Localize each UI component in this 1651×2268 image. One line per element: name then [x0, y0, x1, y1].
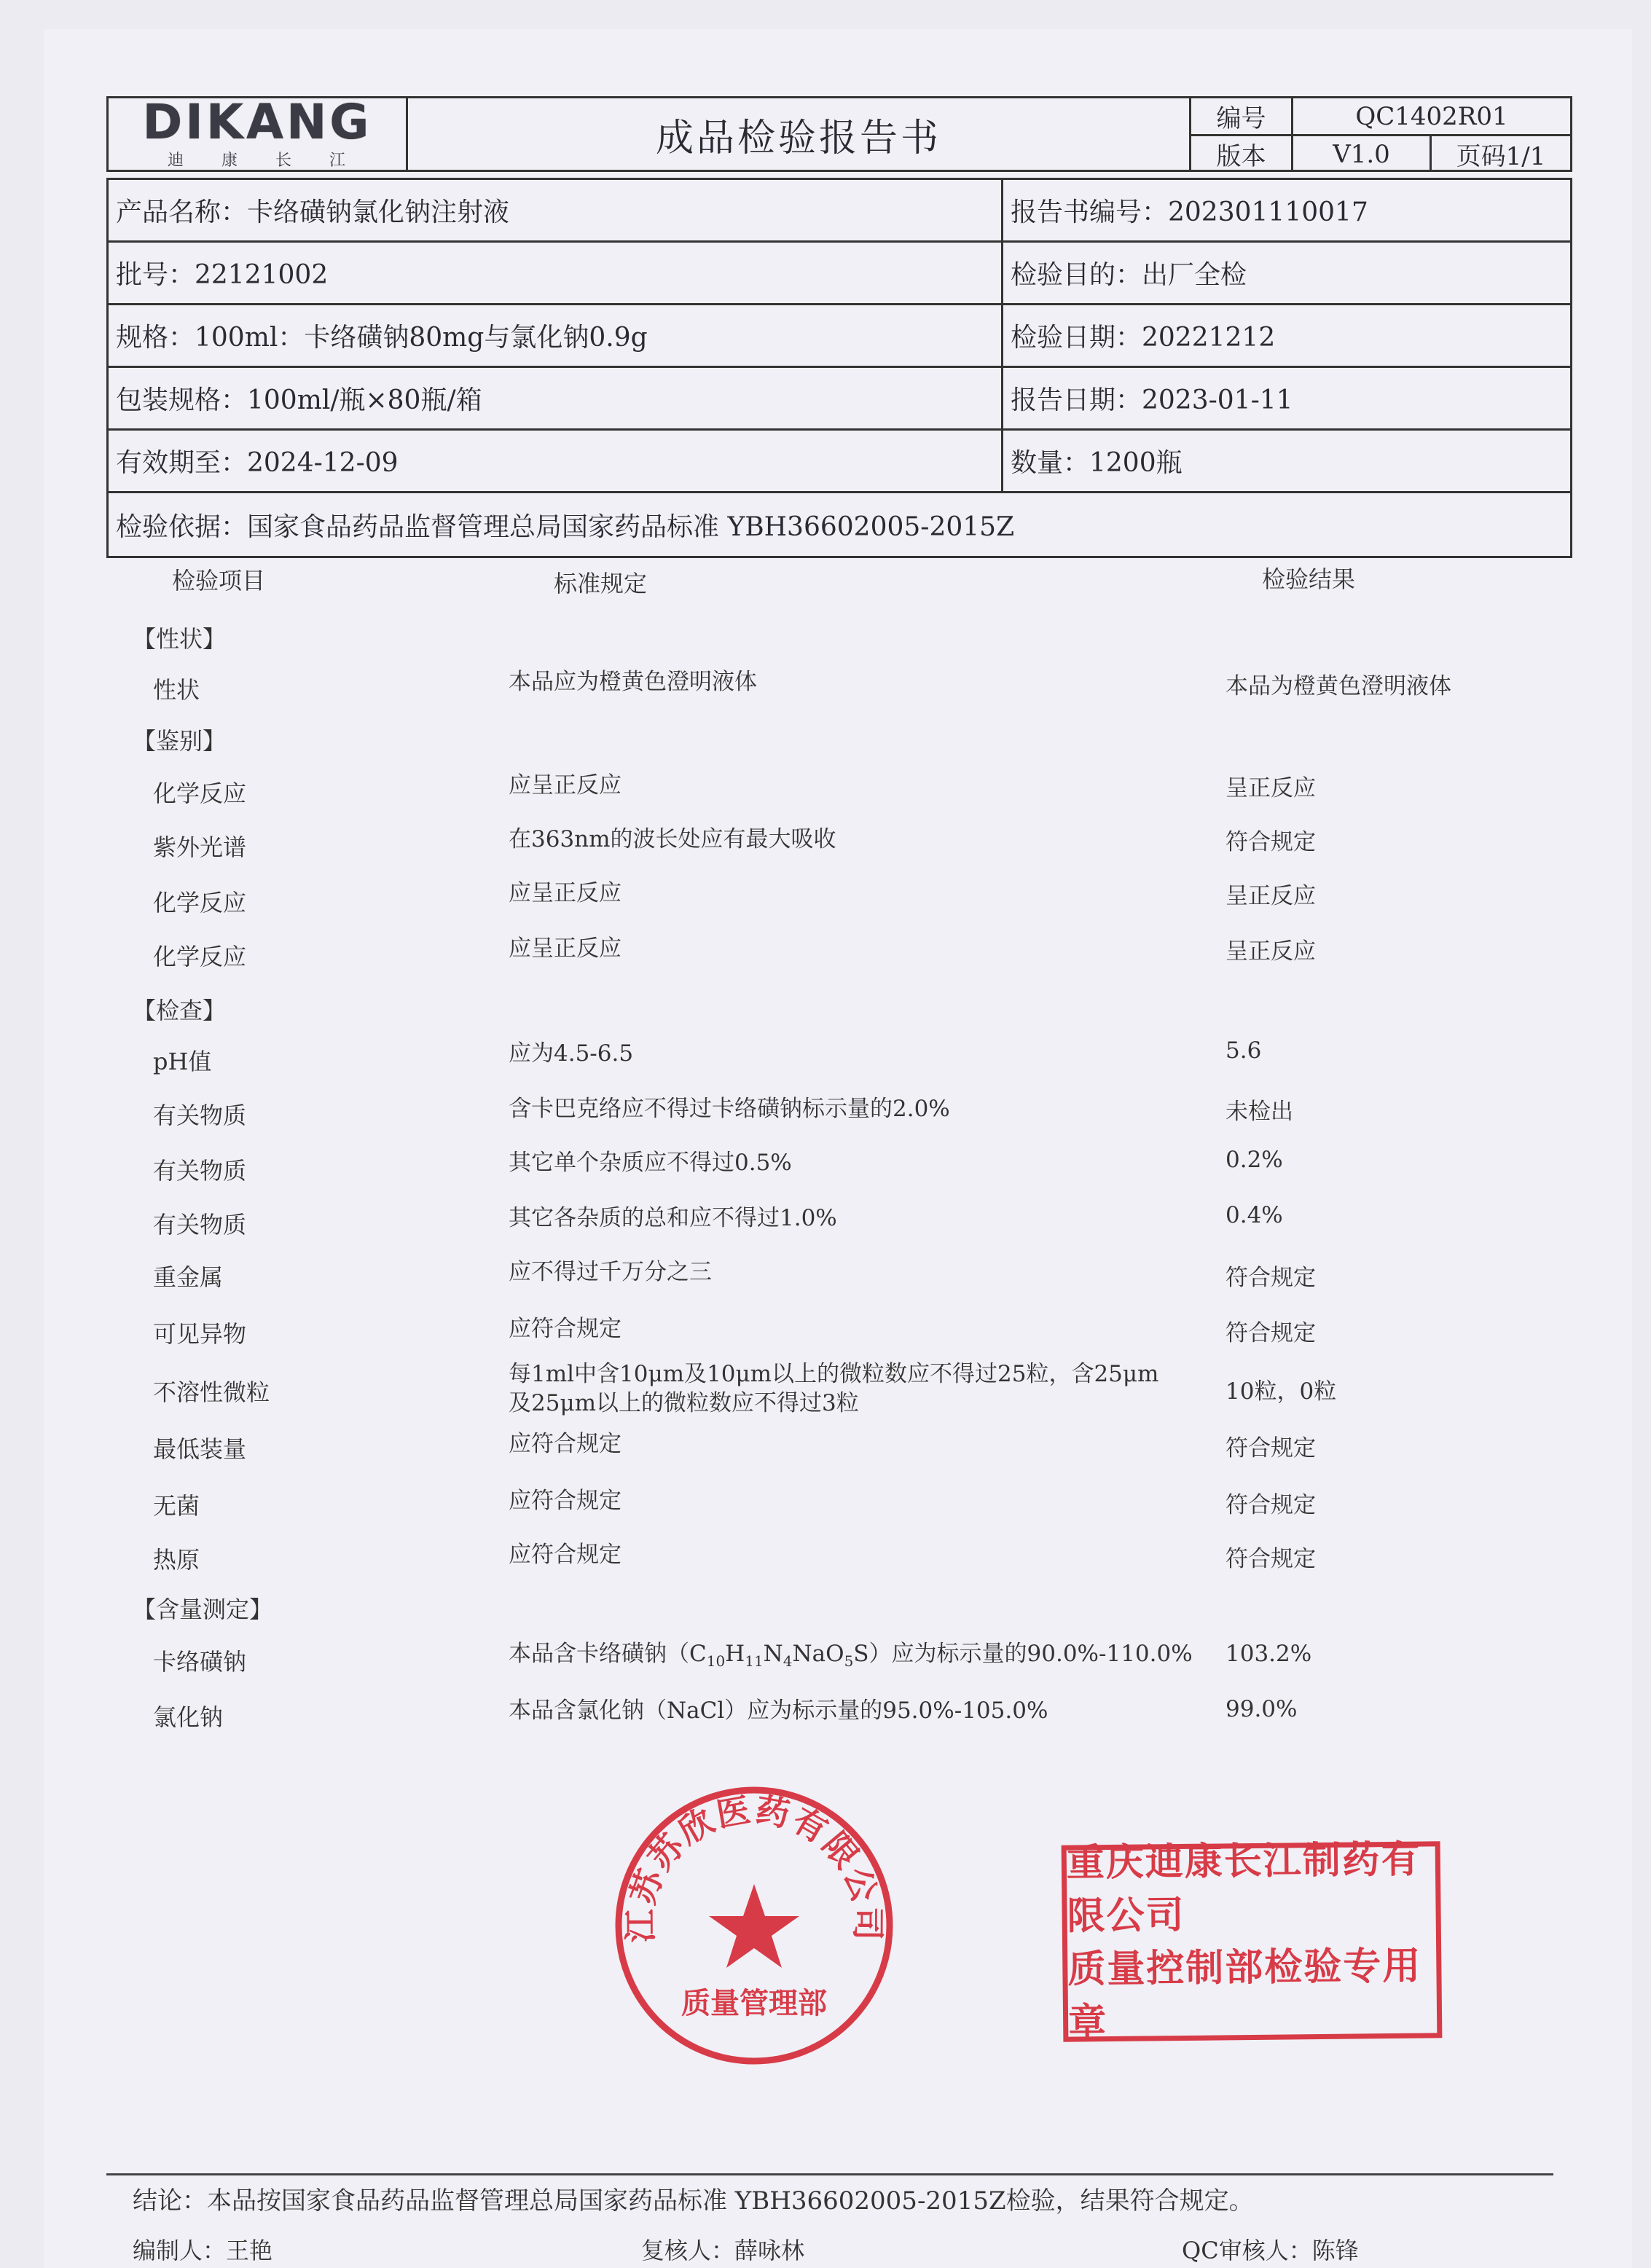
logo-wordmark: DIKANG: [142, 93, 372, 150]
row-result: 0.2%: [1225, 1147, 1283, 1173]
report-number: 报告书编号：202301110017: [1011, 197, 1368, 227]
qc-approved-by: QC审核人：陈锋: [1182, 2237, 1359, 2264]
stamp-dept-text: 质量管理部: [681, 1987, 827, 2020]
row-result: 呈正反应: [1225, 775, 1316, 801]
row-standard: 应符合规定: [509, 1488, 621, 1514]
conclusion: 结论：本品按国家食品药品监督管理总局国家药品标准 YBH36602005-2015Z检验，结果符合规定。: [133, 2186, 1254, 2216]
report-header: [106, 93, 1572, 172]
row-standard: 应符合规定: [509, 1316, 621, 1342]
document-title: 成品检验报告书: [408, 98, 1191, 170]
row-result: 0.4%: [1225, 1202, 1283, 1228]
row-item: 无菌: [153, 1492, 200, 1520]
info-row: [109, 431, 1570, 493]
batch-number: 批号：22121002: [109, 243, 1003, 303]
specification: 规格：100ml：卡络磺钠80mg与氯化钠0.9g: [109, 305, 1003, 366]
info-row: [109, 368, 1570, 431]
row-item: 有关物质: [153, 1102, 247, 1129]
row-result: 符合规定: [1225, 1546, 1316, 1572]
row-item: 氯化钠: [153, 1703, 224, 1731]
row-standard: 在363nm的波长处应有最大吸收: [509, 826, 836, 852]
stamp-line-1: 重庆迪康长江制药有限公司: [1066, 1837, 1421, 1939]
row-result: 5.6: [1225, 1037, 1262, 1064]
page-number: 页码1/1: [1456, 142, 1546, 171]
row-item: pH值: [153, 1048, 212, 1075]
row-standard: 应不得过千万分之三: [509, 1259, 712, 1285]
package-spec: 包装规格：100ml/瓶×80瓶/箱: [109, 368, 1003, 428]
row-item: 卡络磺钠: [153, 1648, 247, 1676]
product-info-table: [106, 178, 1572, 558]
row-item: 最低装量: [153, 1435, 247, 1463]
assay-sub: 4: [783, 1652, 793, 1671]
row-standard: 本品应为橙黄色澄明液体: [509, 669, 757, 695]
column-header-result: 检验结果: [1262, 565, 1356, 593]
row-standard: 应呈正反应: [509, 772, 621, 798]
row-standard: 应符合规定: [509, 1542, 621, 1568]
row-item: 重金属: [153, 1263, 224, 1291]
assay-text: NaO: [792, 1641, 844, 1667]
quality-control-stamp: [1062, 1837, 1443, 2045]
section-appearance: 【性状】: [133, 625, 227, 653]
row-result: 符合规定: [1225, 829, 1316, 855]
row-item: 有关物质: [153, 1157, 247, 1185]
row-result: 符合规定: [1225, 1492, 1316, 1518]
particle-standard-line-2: 及25μm以上的微粒数应不得过3粒: [509, 1390, 859, 1416]
code-label: 编号: [1191, 98, 1293, 136]
assay-text: N: [763, 1641, 783, 1667]
row-standard: 含卡巴克络应不得过卡络磺钠标示量的2.0%: [509, 1096, 950, 1122]
star-icon: [709, 1884, 799, 1968]
version-value: V1.0: [1293, 136, 1432, 172]
row-item: 热原: [153, 1546, 200, 1574]
row-item: 紫外光谱: [153, 833, 247, 861]
assay-text: H: [725, 1641, 745, 1667]
row-result: 符合规定: [1225, 1435, 1316, 1461]
info-row: [109, 243, 1570, 305]
assay-sub: 5: [844, 1652, 854, 1671]
row-item: 不溶性微粒: [153, 1378, 270, 1406]
row-result: 符合规定: [1225, 1320, 1316, 1346]
info-row: [109, 305, 1570, 368]
stamp-line-2: 质量控制部检验专用章: [1067, 1944, 1422, 2045]
row-result: 未检出: [1225, 1099, 1293, 1125]
row-result: 10粒，0粒: [1225, 1378, 1337, 1405]
particle-standard-line-1: 每1ml中含10μm及10μm以上的微粒数应不得过25粒，含25μm: [509, 1361, 1159, 1387]
row-standard: 应呈正反应: [509, 880, 621, 906]
row-result: 99.0%: [1225, 1696, 1298, 1722]
test-purpose: 检验目的：出厂全检: [1011, 260, 1247, 290]
row-item: 可见异物: [153, 1320, 247, 1348]
row-standard: 应符合规定: [509, 1431, 621, 1457]
column-header-item: 检验项目: [172, 567, 266, 595]
expiry-date: 有效期至：2024-12-09: [109, 431, 1003, 491]
document-meta: [1191, 98, 1570, 170]
column-header-standard: 标准规定: [554, 570, 648, 597]
info-row: [109, 493, 1570, 556]
section-identification: 【鉴别】: [133, 727, 227, 755]
quantity: 数量：1200瓶: [1011, 448, 1183, 478]
row-result: 呈正反应: [1225, 883, 1316, 909]
row-standard: [509, 1359, 1158, 1418]
row-standard: 本品含氯化钠（NaCl）应为标示量的95.0%-105.0%: [509, 1698, 1048, 1724]
row-item: 性状: [153, 676, 200, 704]
row-item: 化学反应: [153, 780, 247, 807]
reviewed-by: 复核人：薛咏林: [641, 2237, 805, 2264]
test-basis: 检验依据：国家食品药品监督管理总局国家药品标准 YBH36602005-2015Z: [116, 511, 1015, 542]
code-value: QC1402R01: [1293, 98, 1570, 136]
row-result: 本品为橙黄色澄明液体: [1225, 673, 1451, 699]
test-date: 检验日期：20221212: [1011, 323, 1276, 353]
round-company-stamp: [612, 1784, 896, 2068]
footer-divider: [106, 2173, 1553, 2175]
row-result: 呈正反应: [1225, 938, 1316, 965]
assay-text: S）应为标示量的90.0%-110.0%: [853, 1641, 1193, 1667]
company-logo: [109, 93, 408, 170]
row-item: 化学反应: [153, 943, 247, 970]
row-item: 化学反应: [153, 889, 247, 917]
logo-subtitle: 迪康长江: [167, 151, 383, 170]
assay-sub: 10: [706, 1652, 726, 1671]
row-result: 符合规定: [1225, 1265, 1316, 1291]
section-assay: 【含量测定】: [133, 1596, 273, 1623]
product-name: 产品名称：卡络磺钠氯化钠注射液: [109, 180, 1003, 240]
row-standard: 应为4.5-6.5: [509, 1040, 634, 1067]
assay-text: 本品含卡络磺钠（C: [509, 1641, 707, 1667]
row-result: 103.2%: [1225, 1641, 1312, 1667]
row-standard: 其它单个杂质应不得过0.5%: [509, 1150, 792, 1176]
row-item: 有关物质: [153, 1211, 247, 1239]
prepared-by: 编制人：王艳: [133, 2237, 273, 2264]
version-label: 版本: [1191, 136, 1293, 172]
assay-sub: 11: [745, 1652, 764, 1671]
info-row: [109, 180, 1570, 243]
stamp-arc-text: 江苏苏欣医药有限公司: [620, 1789, 888, 1943]
row-standard: 其它各杂质的总和应不得过1.0%: [509, 1205, 837, 1231]
report-date: 报告日期：2023-01-11: [1011, 385, 1293, 415]
section-tests: 【检查】: [133, 997, 227, 1024]
row-standard-assay: [509, 1639, 1193, 1676]
row-standard: 应呈正反应: [509, 935, 621, 962]
